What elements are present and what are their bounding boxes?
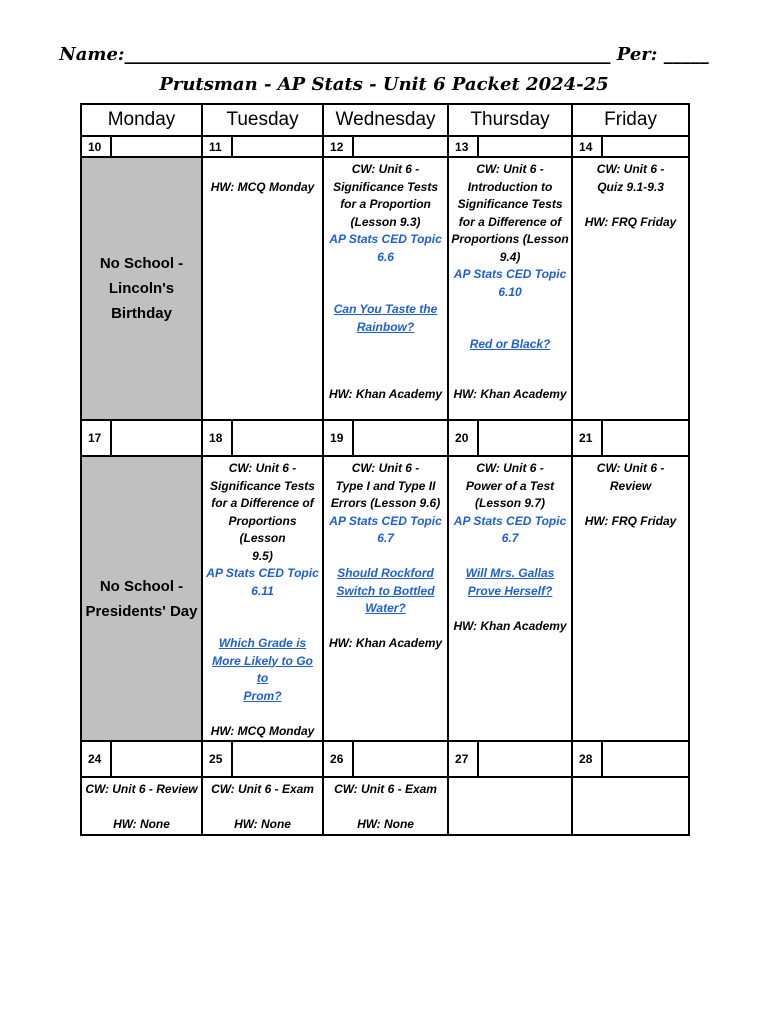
classwork-text: Proportions (Lesson <box>228 513 297 545</box>
homework-text: HW: FRQ Friday <box>584 513 677 528</box>
date-blank <box>602 420 689 456</box>
date-cell: 25 <box>202 741 232 777</box>
homework-text: HW: Khan Academy <box>453 618 567 633</box>
day-cell-tue-18 <box>202 456 323 741</box>
date-cell: 17 <box>81 420 111 456</box>
classwork-text: CW: Unit 6 - <box>476 162 544 176</box>
classwork-text: CW: Unit 6 - Review <box>85 782 198 796</box>
ced-topic-text: 6.11 <box>251 583 274 598</box>
date-cell: 19 <box>323 420 353 456</box>
classwork-text: 9.4) <box>499 249 521 264</box>
classwork-text: CW: Unit 6 - <box>228 461 297 475</box>
week3-content-row <box>81 777 689 835</box>
activity-link[interactable]: Will Mrs. Gallas <box>465 566 555 580</box>
date-blank <box>232 420 323 456</box>
homework-text: HW: MCQ Monday <box>210 723 315 738</box>
activity-link[interactable]: Switch to Bottled <box>336 583 435 598</box>
date-cell: 28 <box>572 741 602 777</box>
classwork-text: Quiz 9.1-9.3 <box>597 179 664 194</box>
date-blank <box>353 136 448 157</box>
classwork-text: for a Difference of <box>211 496 314 510</box>
date-blank <box>111 741 202 777</box>
homework-text: HW: Khan Academy <box>328 386 443 401</box>
day-cell-fri-28 <box>572 777 689 835</box>
date-cell: 21 <box>572 420 602 456</box>
date-blank <box>232 136 323 157</box>
date-blank <box>232 741 323 777</box>
day-cell-thu-13 <box>448 157 572 420</box>
classwork-text: (Lesson 9.7) <box>475 496 546 510</box>
no-school-text: Lincoln's <box>108 280 175 297</box>
date-cell: 13 <box>448 136 478 157</box>
activity-link[interactable]: Which Grade is <box>218 636 307 650</box>
day-header-thursday: Thursday <box>448 104 572 136</box>
homework-text: HW: None <box>234 817 291 831</box>
classwork-text: Significance Tests <box>457 197 563 211</box>
ced-topic-text: AP Stats CED Topic <box>329 232 442 246</box>
classwork-text: for a Difference of <box>458 214 562 229</box>
ced-topic-text: 6.6 <box>377 249 394 264</box>
day-cell-wed-19 <box>323 456 448 741</box>
page-title: Prutsman - AP Stats - Unit 6 Packet 2024-25 <box>159 74 609 95</box>
activity-link[interactable]: Prom? <box>243 688 282 703</box>
day-cell-fri-21 <box>572 456 689 741</box>
day-header-friday: Friday <box>572 104 689 136</box>
date-blank <box>478 420 572 456</box>
classwork-text: CW: Unit 6 - <box>596 162 665 176</box>
day-header-row <box>81 104 689 136</box>
date-blank <box>478 741 572 777</box>
ced-topic-text: AP Stats CED Topic <box>206 566 319 580</box>
classwork-text: CW: Unit 6 - <box>351 162 420 176</box>
week1-date-row <box>81 136 689 157</box>
homework-text: HW: None <box>357 817 414 831</box>
classwork-text: Proportions (Lesson <box>451 232 569 246</box>
no-school-text: No School - <box>99 255 184 272</box>
date-cell: 14 <box>572 136 602 157</box>
date-cell: 26 <box>323 741 353 777</box>
classwork-text: 9.5) <box>252 548 273 563</box>
no-school-cell <box>81 456 202 741</box>
day-header-monday: Monday <box>81 104 202 136</box>
day-cell-mon-24 <box>81 777 202 835</box>
calendar-table <box>80 103 690 836</box>
day-cell-tue-11 <box>202 157 323 420</box>
date-blank <box>478 136 572 157</box>
day-cell-fri-14 <box>572 157 689 420</box>
no-school-text: Presidents' Day <box>85 602 198 620</box>
date-cell: 10 <box>81 136 111 157</box>
homework-text: HW: FRQ Friday <box>584 214 677 229</box>
ced-topic-text: 6.7 <box>501 531 519 545</box>
day-header-wednesday: Wednesday <box>323 104 448 136</box>
classwork-text: Power of a Test <box>465 478 555 493</box>
date-cell: 20 <box>448 420 478 456</box>
date-blank <box>353 741 448 777</box>
ced-topic-text: AP Stats CED Topic <box>453 513 567 528</box>
day-cell-thu-20 <box>448 456 572 741</box>
no-school-cell <box>81 157 202 420</box>
week1-content-row <box>81 157 689 420</box>
activity-link[interactable]: Should Rockford <box>337 566 434 580</box>
classwork-text: for a Proportion <box>340 197 431 211</box>
day-cell-thu-27 <box>448 777 572 835</box>
activity-link[interactable]: Rainbow? <box>356 319 415 334</box>
name-period-line: Name:______________________________________________________ Per: _____ <box>59 44 709 65</box>
date-blank <box>353 420 448 456</box>
classwork-text: CW: Unit 6 - <box>476 461 544 475</box>
date-cell: 27 <box>448 741 478 777</box>
no-school-text: Birthday <box>111 305 172 322</box>
homework-text: HW: Khan Academy <box>328 636 443 650</box>
week3-date-row <box>81 741 689 777</box>
classwork-text: Significance Tests <box>333 179 438 194</box>
ced-topic-text: 6.10 <box>498 284 522 299</box>
date-blank <box>602 136 689 157</box>
classwork-text: Review <box>609 478 652 493</box>
classwork-text: Introduction to <box>467 179 553 194</box>
classwork-text: CW: Unit 6 - <box>596 461 665 475</box>
week2-date-row <box>81 420 689 456</box>
date-cell: 24 <box>81 741 111 777</box>
classwork-text: Type I and Type II <box>335 478 436 493</box>
activity-link[interactable]: Water? <box>365 601 406 615</box>
day-header-tuesday: Tuesday <box>202 104 323 136</box>
homework-text: HW: MCQ Monday <box>210 179 315 194</box>
day-cell-wed-12 <box>323 157 448 420</box>
date-cell: 18 <box>202 420 232 456</box>
activity-link[interactable]: Red or Black? <box>469 337 551 351</box>
classwork-text: Significance Tests <box>210 478 315 493</box>
day-cell-wed-26 <box>323 777 448 835</box>
homework-text: HW: None <box>113 817 170 831</box>
no-school-text: No School - <box>99 577 184 595</box>
date-blank <box>111 420 202 456</box>
ced-topic-text: 6.7 <box>377 531 394 545</box>
classwork-text: CW: Unit 6 - <box>351 461 420 475</box>
homework-text: HW: Khan Academy <box>453 386 567 401</box>
ced-topic-text: AP Stats CED Topic <box>453 267 567 281</box>
ced-topic-text: AP Stats CED Topic <box>329 513 442 528</box>
date-cell: 12 <box>323 136 353 157</box>
date-cell: 11 <box>202 136 232 157</box>
date-blank <box>602 741 689 777</box>
week2-content-row <box>81 456 689 741</box>
classwork-text: CW: Unit 6 - Exam <box>211 782 314 796</box>
activity-link[interactable]: Can You Taste the <box>333 302 438 316</box>
activity-link[interactable]: Prove Herself? <box>467 583 553 598</box>
classwork-text: CW: Unit 6 - Exam <box>334 782 437 796</box>
date-blank <box>111 136 202 157</box>
classwork-text: (Lesson 9.3) <box>350 214 421 229</box>
activity-link[interactable]: More Likely to Go to <box>212 653 313 685</box>
day-cell-tue-25 <box>202 777 323 835</box>
classwork-text: Errors (Lesson 9.6) <box>330 496 441 510</box>
